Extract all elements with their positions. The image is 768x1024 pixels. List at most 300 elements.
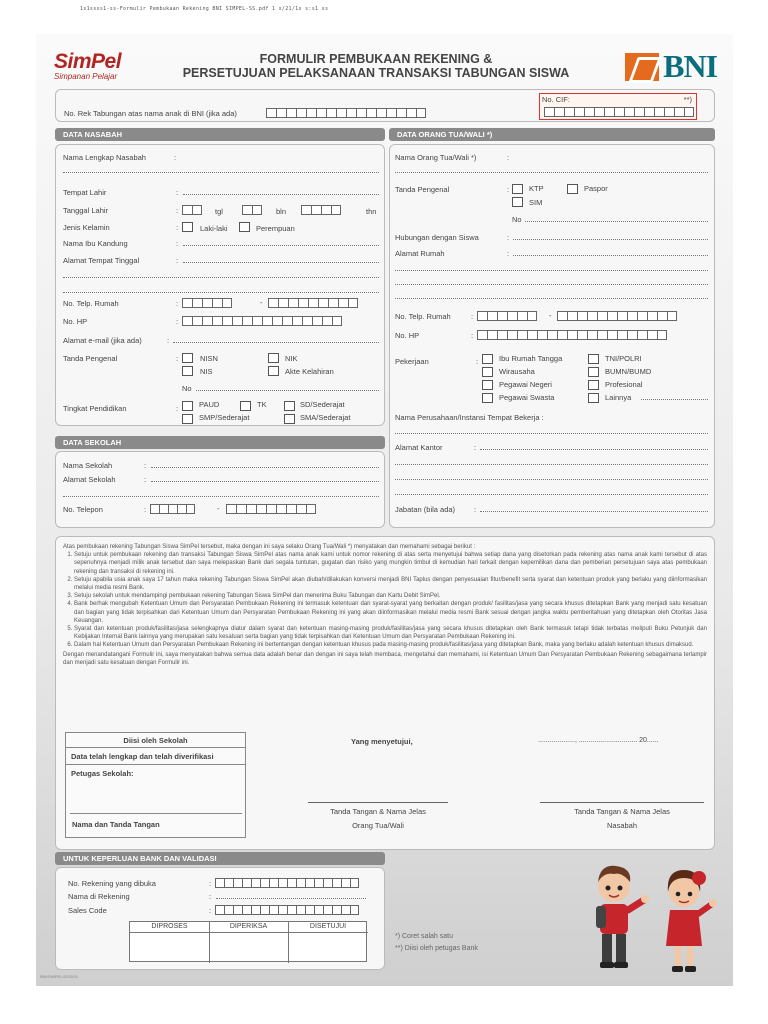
char-box[interactable] xyxy=(587,311,597,321)
char-box[interactable] xyxy=(346,108,356,118)
tanda-label: Tanda Pengenal xyxy=(63,354,118,363)
ortu-hp-boxes[interactable] xyxy=(477,330,667,340)
char-box[interactable] xyxy=(224,878,233,888)
char-box[interactable] xyxy=(298,298,308,308)
char-box[interactable] xyxy=(557,330,567,340)
alamat-kantor-field-4[interactable] xyxy=(395,489,708,495)
char-box[interactable] xyxy=(657,330,667,340)
char-box[interactable] xyxy=(286,108,296,118)
petugas-ttd-label: Nama dan Tanda Tangan xyxy=(72,820,160,829)
terms-item: 2. Setuju apabila usia anak saya 17 tahun maka rekening Tabungan Siswa SimPel akan diubah/dilakukan konversi menjadi BNI Taplus dengan penyesuaian fitur/benefit serta syarat dan ketentuan produk yang berlaku yang diinformasikan melalui media resmi Bank. xyxy=(74,576,707,592)
char-box[interactable] xyxy=(336,108,346,118)
char-box[interactable] xyxy=(312,316,322,326)
char-box[interactable] xyxy=(527,311,537,321)
char-box[interactable] xyxy=(287,905,296,915)
col-diproses: DIPROSES xyxy=(151,923,188,930)
char-box[interactable] xyxy=(276,504,286,514)
char-box[interactable] xyxy=(597,330,607,340)
tanda-no-field[interactable] xyxy=(196,385,379,391)
terms-item: 5. Syarat dan ketentuan produk/fasilitas/jasa selengkapnya diatur dalam syarat dan ketentuan masing-masing produk/fasilitas/jasa yang secara khusus ditetapkan oleh Bank termasuk tetapi tidak terbatas meliputi Buku Petunjuk dan Kebijakan Internal Bank lainnya yang merupakan satu kesatuan serta bagian yang tidak terpisahkan dari Ketentuan Umum dan Persyaratan Pembukaan Rekening ini. xyxy=(74,625,707,641)
alamat-field-2[interactable] xyxy=(63,272,379,278)
alamat-field-1[interactable] xyxy=(183,257,379,263)
boy-figure xyxy=(596,866,649,968)
char-box[interactable] xyxy=(215,905,224,915)
akte-checkbox[interactable] xyxy=(268,366,279,376)
char-box[interactable] xyxy=(296,878,305,888)
char-box[interactable] xyxy=(587,330,597,340)
rek-label: No. Rek Tabungan atas nama anak di BNI (jika ada) xyxy=(64,109,237,118)
terms-item: 3. Setuju sekolah untuk mendampingi pembukaan rekening Tabungan Siswa SimPel dan menerima Buku Tabungan dan Kartu Debit SimPel. xyxy=(74,592,707,600)
char-box[interactable] xyxy=(305,878,314,888)
char-box[interactable] xyxy=(266,108,276,118)
char-box[interactable] xyxy=(242,878,251,888)
char-box[interactable] xyxy=(301,205,311,215)
file-header: 1s1ssss1-ss-Formulir Pembukaan Rekening BNI SIMPEL-SS.pdf 1 s/21/1s s:s1 ss xyxy=(80,6,329,12)
char-box[interactable] xyxy=(292,316,302,326)
email-field[interactable] xyxy=(173,337,379,343)
colon: : xyxy=(176,256,179,265)
colon: : xyxy=(144,475,147,484)
char-box[interactable] xyxy=(356,108,366,118)
cif-field[interactable] xyxy=(539,93,697,120)
tgl-label: tgl xyxy=(215,207,223,216)
char-box[interactable] xyxy=(350,905,359,915)
char-box[interactable] xyxy=(242,905,251,915)
char-box[interactable] xyxy=(644,107,654,117)
sim-checkbox[interactable] xyxy=(512,197,523,207)
char-box[interactable] xyxy=(350,878,359,888)
sales-code-label: Sales Code xyxy=(68,906,107,915)
hubungan-label: Hubungan dengan Siswa xyxy=(395,233,479,242)
char-box[interactable] xyxy=(192,298,202,308)
ortu-alamat-field-4[interactable] xyxy=(395,293,708,299)
nasabah-sign-line[interactable] xyxy=(540,802,704,803)
char-box[interactable] xyxy=(326,108,336,118)
alamat-field-3[interactable] xyxy=(63,287,379,293)
char-box[interactable] xyxy=(487,330,497,340)
char-box[interactable] xyxy=(584,107,594,117)
char-box[interactable] xyxy=(222,316,232,326)
char-box[interactable] xyxy=(338,298,348,308)
char-box[interactable] xyxy=(318,298,328,308)
char-box[interactable] xyxy=(332,905,341,915)
char-box[interactable] xyxy=(252,316,262,326)
ortu-telp-number-boxes[interactable] xyxy=(557,311,677,321)
terms-closing: Dengan menandatangani Formulir ini, saya menyatakan bahwa semua data adalah benar dan dengan ini saya telah membaca, mengetahui dan memahami, isi Ketentuan Umum Dan Persyaratan Pembukaan Rekening sebagaimana terlampir dan menjadi satu kesatuan dengan Formulir ini. xyxy=(63,651,707,666)
char-box[interactable] xyxy=(287,878,296,888)
char-box[interactable] xyxy=(527,330,537,340)
bank-rek-boxes[interactable] xyxy=(215,878,359,888)
char-box[interactable] xyxy=(332,316,342,326)
char-box[interactable] xyxy=(477,330,487,340)
char-box[interactable] xyxy=(272,316,282,326)
char-box[interactable] xyxy=(627,330,637,340)
form-title-line1: FORMULIR PEMBUKAAN REKENING & xyxy=(259,52,493,66)
job-checkbox-6[interactable] xyxy=(588,380,599,390)
terms-item: 1. Setuju untuk pembukaan rekening dan transaksi Tabungan Siswa SimPel atas nama anak kami untuk nomor rekening di atas serta menyetujui bahwa setiap dana yang disetorkan pada rekening atas nama anak kami tersebut di atas sepenuhnya menjadi milik anak tersebut dan saya melepaskan Bank dari segala tuntutan, gugatan dan risiko yang mungkin timbul di kemudian hari terkait dengan kepemilikan dana dan pemberian persetujuan saya atas pembukaan rekening dan transaksi di rekening ini. xyxy=(74,551,707,576)
char-box[interactable] xyxy=(296,108,306,118)
char-box[interactable] xyxy=(664,107,674,117)
sekolah-alamat-field-2[interactable] xyxy=(63,491,379,497)
char-box[interactable] xyxy=(604,107,614,117)
char-box[interactable] xyxy=(192,205,202,215)
cif-boxes[interactable] xyxy=(544,107,694,117)
char-box[interactable] xyxy=(202,316,212,326)
students-illustration xyxy=(574,856,724,984)
char-box[interactable] xyxy=(497,330,507,340)
char-box[interactable] xyxy=(507,311,517,321)
ortu-nama-label: Nama Orang Tua/Wali *) xyxy=(395,153,477,162)
char-box[interactable] xyxy=(607,311,617,321)
char-box[interactable] xyxy=(306,108,316,118)
char-box[interactable] xyxy=(331,205,341,215)
bni-mark-icon xyxy=(625,53,659,81)
terms-block xyxy=(63,543,707,667)
char-box[interactable] xyxy=(627,311,637,321)
girl-figure xyxy=(666,870,717,972)
col-diperiksa: DIPERIKSA xyxy=(229,923,268,930)
telp-number-boxes[interactable] xyxy=(268,298,358,308)
char-box[interactable] xyxy=(557,311,567,321)
colon: : xyxy=(144,505,147,514)
ortu-telp-label: No. Telp. Rumah xyxy=(395,312,451,321)
char-box[interactable] xyxy=(268,298,278,308)
colon: : xyxy=(471,331,474,340)
ortu-alamat-field-2[interactable] xyxy=(395,265,708,271)
sma-checkbox[interactable] xyxy=(284,414,295,424)
alamat-kantor-label: Alamat Kantor xyxy=(395,443,443,452)
char-box[interactable] xyxy=(192,316,202,326)
char-box[interactable] xyxy=(567,311,577,321)
char-box[interactable] xyxy=(182,298,192,308)
rek-boxes[interactable] xyxy=(266,108,426,118)
colon: : xyxy=(176,223,179,232)
alamat-kantor-field-1[interactable] xyxy=(480,444,708,450)
colon: : xyxy=(507,233,510,242)
tk-checkbox[interactable] xyxy=(240,401,251,411)
dash: - xyxy=(217,504,220,513)
char-box[interactable] xyxy=(278,298,288,308)
char-box[interactable] xyxy=(647,330,657,340)
sd-label: SD/Sederajat xyxy=(300,400,345,409)
simpel-tagline: Simpanan Pelajar xyxy=(54,72,118,81)
char-box[interactable] xyxy=(215,878,224,888)
nasabah-sign-label-2: Nasabah xyxy=(606,821,638,830)
bni-wordmark: BNI xyxy=(663,48,717,84)
thn-boxes[interactable] xyxy=(301,205,341,215)
job-checkbox-4[interactable] xyxy=(588,354,599,364)
ibu-field[interactable] xyxy=(183,240,379,246)
bank-nama-field[interactable] xyxy=(216,893,366,899)
char-box[interactable] xyxy=(341,905,350,915)
ortu-sign-label-2: Orang Tua/Wali xyxy=(352,821,404,830)
colon: : xyxy=(174,153,177,162)
char-box[interactable] xyxy=(251,905,260,915)
char-box[interactable] xyxy=(348,298,358,308)
nik-checkbox[interactable] xyxy=(268,353,279,363)
section-bank: UNTUK KEPERLUAN BANK DAN VALIDASI xyxy=(55,852,385,865)
char-box[interactable] xyxy=(186,504,195,514)
job-label-3: Pegawai Swasta xyxy=(499,393,555,402)
char-box[interactable] xyxy=(416,108,426,118)
telp-area-boxes[interactable] xyxy=(182,298,232,308)
char-box[interactable] xyxy=(396,108,406,118)
ortu-sign-label-1: Tanda Tangan & Nama Jelas xyxy=(330,807,426,816)
char-box[interactable] xyxy=(607,330,617,340)
char-box[interactable] xyxy=(567,330,577,340)
char-box[interactable] xyxy=(296,905,305,915)
nama-nasabah-field[interactable] xyxy=(63,167,379,173)
laki-label: Laki-laki xyxy=(200,224,228,233)
no-label: No xyxy=(182,384,192,393)
char-box[interactable] xyxy=(278,905,287,915)
colon: : xyxy=(167,336,170,345)
char-box[interactable] xyxy=(305,905,314,915)
char-box[interactable] xyxy=(554,107,564,117)
char-box[interactable] xyxy=(577,311,587,321)
alamat-kantor-field-3[interactable] xyxy=(395,474,708,480)
smp-label: SMP/Sederajat xyxy=(199,413,250,422)
char-box[interactable] xyxy=(286,504,296,514)
colon: : xyxy=(176,188,179,197)
char-box[interactable] xyxy=(233,905,242,915)
char-box[interactable] xyxy=(597,311,607,321)
char-box[interactable] xyxy=(308,298,318,308)
char-box[interactable] xyxy=(224,905,233,915)
char-box[interactable] xyxy=(311,205,321,215)
colon: : xyxy=(507,185,510,194)
char-box[interactable] xyxy=(288,298,298,308)
char-box[interactable] xyxy=(617,330,627,340)
sd-checkbox[interactable] xyxy=(284,401,295,411)
jabatan-field[interactable] xyxy=(480,506,708,512)
char-box[interactable] xyxy=(577,330,587,340)
colon: : xyxy=(209,879,212,888)
char-box[interactable] xyxy=(332,878,341,888)
bln-boxes[interactable] xyxy=(242,205,262,215)
char-box[interactable] xyxy=(159,504,168,514)
char-box[interactable] xyxy=(406,108,416,118)
dash: - xyxy=(549,311,552,320)
char-box[interactable] xyxy=(507,330,517,340)
paspor-checkbox[interactable] xyxy=(567,184,578,194)
char-box[interactable] xyxy=(497,311,507,321)
bln-label: bln xyxy=(276,207,287,216)
char-box[interactable] xyxy=(233,878,242,888)
char-box[interactable] xyxy=(547,330,557,340)
char-box[interactable] xyxy=(282,316,292,326)
job-label-0: Ibu Rumah Tangga xyxy=(499,354,563,363)
char-box[interactable] xyxy=(594,107,604,117)
nis-checkbox[interactable] xyxy=(182,366,193,376)
char-box[interactable] xyxy=(242,205,252,215)
char-box[interactable] xyxy=(654,107,664,117)
char-box[interactable] xyxy=(306,504,316,514)
petugas-sign-line[interactable] xyxy=(70,813,242,814)
jabatan-label: Jabatan (bila ada) xyxy=(395,505,456,514)
colon: : xyxy=(176,206,179,215)
char-box[interactable] xyxy=(323,878,332,888)
tempat-lahir-field[interactable] xyxy=(183,189,379,195)
char-box[interactable] xyxy=(517,311,527,321)
char-box[interactable] xyxy=(276,108,286,118)
char-box[interactable] xyxy=(537,330,547,340)
job-checkbox-2[interactable] xyxy=(482,380,493,390)
ortu-no-label: No xyxy=(512,215,522,224)
ortu-alamat-field-1[interactable] xyxy=(513,250,708,256)
char-box[interactable] xyxy=(614,107,624,117)
char-box[interactable] xyxy=(376,108,386,118)
char-box[interactable] xyxy=(321,205,331,215)
char-box[interactable] xyxy=(278,878,287,888)
char-box[interactable] xyxy=(182,205,192,215)
hp-label: No. HP xyxy=(63,317,88,326)
char-box[interactable] xyxy=(544,107,554,117)
char-box[interactable] xyxy=(222,298,232,308)
char-box[interactable] xyxy=(316,108,326,118)
smp-checkbox[interactable] xyxy=(182,414,193,424)
perempuan-checkbox[interactable] xyxy=(239,222,250,232)
char-box[interactable] xyxy=(517,330,527,340)
hubungan-field[interactable] xyxy=(513,234,708,240)
ortu-nama-field[interactable] xyxy=(395,167,708,173)
hp-boxes[interactable] xyxy=(182,316,342,326)
char-box[interactable] xyxy=(262,316,272,326)
char-box[interactable] xyxy=(246,504,256,514)
char-box[interactable] xyxy=(251,878,260,888)
sekolah-nama-label: Nama Sekolah xyxy=(63,461,113,470)
job-checkbox-0[interactable] xyxy=(482,354,493,364)
char-box[interactable] xyxy=(314,878,323,888)
char-box[interactable] xyxy=(314,905,323,915)
char-box[interactable] xyxy=(647,311,657,321)
char-box[interactable] xyxy=(168,504,177,514)
char-box[interactable] xyxy=(266,504,276,514)
job-label-5: BUMN/BUMD xyxy=(605,367,652,376)
char-box[interactable] xyxy=(637,330,647,340)
nisn-checkbox[interactable] xyxy=(182,353,193,363)
tgl-boxes[interactable] xyxy=(182,205,202,215)
perusahaan-label: Nama Perusahaan/Instansi Tempat Bekerja : xyxy=(395,413,544,422)
char-box[interactable] xyxy=(322,316,332,326)
ktp-checkbox[interactable] xyxy=(512,184,523,194)
char-box[interactable] xyxy=(252,205,262,215)
char-box[interactable] xyxy=(684,107,694,117)
paud-checkbox[interactable] xyxy=(182,401,193,411)
nasabah-panel xyxy=(55,144,385,426)
section-sekolah: DATA SEKOLAH xyxy=(55,436,385,449)
char-box[interactable] xyxy=(269,905,278,915)
verified-label: Data telah lengkap dan telah diverifikasi xyxy=(66,748,245,765)
colon: : xyxy=(507,153,510,162)
char-box[interactable] xyxy=(226,504,236,514)
alamat-kantor-field-2[interactable] xyxy=(395,459,708,465)
ortu-sign-line[interactable] xyxy=(308,802,448,803)
ortu-tanda-no-field[interactable] xyxy=(525,216,708,222)
email-label: Alamat e-mail (jika ada) xyxy=(63,336,142,345)
sekolah-nama-field[interactable] xyxy=(151,462,379,468)
char-box[interactable] xyxy=(341,878,350,888)
char-box[interactable] xyxy=(487,311,497,321)
sekolah-telp-area-boxes[interactable] xyxy=(150,504,195,514)
akte-label: Akte Kelahiran xyxy=(285,367,334,376)
job-checkbox-7[interactable] xyxy=(588,393,599,403)
char-box[interactable] xyxy=(477,311,487,321)
terms-intro: Atas pembukaan rekening Tabungan Siswa SimPel tersebut, maka dengan ini saya selaku Orang Tua/Wali *) menyatakan dan memahami sebagai berikut : xyxy=(63,544,476,550)
job-label-4: TNI/POLRI xyxy=(605,354,642,363)
form-title-line2: PERSETUJUAN PELAKSANAAN TRANSAKSI TABUNGAN SISWA xyxy=(182,66,570,80)
ortu-alamat-field-3[interactable] xyxy=(395,279,708,285)
char-box[interactable] xyxy=(182,316,192,326)
char-box[interactable] xyxy=(232,316,242,326)
col-disetujui: DISETUJUI xyxy=(309,923,347,930)
job-checkbox-1[interactable] xyxy=(482,367,493,377)
char-box[interactable] xyxy=(296,504,306,514)
char-box[interactable] xyxy=(386,108,396,118)
char-box[interactable] xyxy=(202,298,212,308)
bank-rek-label: No. Rekening yang dibuka xyxy=(68,879,156,888)
char-box[interactable] xyxy=(667,311,677,321)
terms-list xyxy=(63,551,707,649)
lainnya-field[interactable] xyxy=(641,394,708,400)
sekolah-telp-number-boxes[interactable] xyxy=(226,504,316,514)
colon: : xyxy=(176,239,179,248)
job-label-7: Lainnya xyxy=(605,393,632,402)
char-box[interactable] xyxy=(657,311,667,321)
job-checkbox-3[interactable] xyxy=(482,393,493,403)
char-box[interactable] xyxy=(260,878,269,888)
char-box[interactable] xyxy=(674,107,684,117)
char-box[interactable] xyxy=(302,316,312,326)
colon: : xyxy=(471,312,474,321)
ibu-label: Nama Ibu Kandung xyxy=(63,239,128,248)
char-box[interactable] xyxy=(260,905,269,915)
char-box[interactable] xyxy=(323,905,332,915)
char-box[interactable] xyxy=(328,298,338,308)
char-box[interactable] xyxy=(212,316,222,326)
job-checkbox-5[interactable] xyxy=(588,367,599,377)
char-box[interactable] xyxy=(236,504,246,514)
char-box[interactable] xyxy=(150,504,159,514)
pekerjaan-label: Pekerjaan xyxy=(395,357,429,366)
nis-label: NIS xyxy=(200,367,213,376)
laki-checkbox[interactable] xyxy=(182,222,193,232)
date-field[interactable]: ..................., .............................. 20...... xyxy=(538,737,659,744)
ortu-hp-label: No. HP xyxy=(395,331,420,340)
ortu-telp-area-boxes[interactable] xyxy=(477,311,537,321)
char-box[interactable] xyxy=(212,298,222,308)
char-box[interactable] xyxy=(242,316,252,326)
colon: : xyxy=(209,892,212,901)
char-box[interactable] xyxy=(256,504,266,514)
section-nasabah: DATA NASABAH xyxy=(55,128,385,141)
char-box[interactable] xyxy=(617,311,627,321)
char-box[interactable] xyxy=(574,107,584,117)
char-box[interactable] xyxy=(637,311,647,321)
perempuan-label: Perempuan xyxy=(256,224,295,233)
char-box[interactable] xyxy=(269,878,278,888)
sales-code-boxes[interactable] xyxy=(215,905,359,915)
char-box[interactable] xyxy=(634,107,644,117)
char-box[interactable] xyxy=(177,504,186,514)
sekolah-alamat-field-1[interactable] xyxy=(151,476,379,482)
colon: : xyxy=(474,443,477,452)
char-box[interactable] xyxy=(564,107,574,117)
nik-label: NIK xyxy=(285,354,298,363)
char-box[interactable] xyxy=(366,108,376,118)
perusahaan-field[interactable] xyxy=(395,428,708,434)
char-box[interactable] xyxy=(624,107,634,117)
